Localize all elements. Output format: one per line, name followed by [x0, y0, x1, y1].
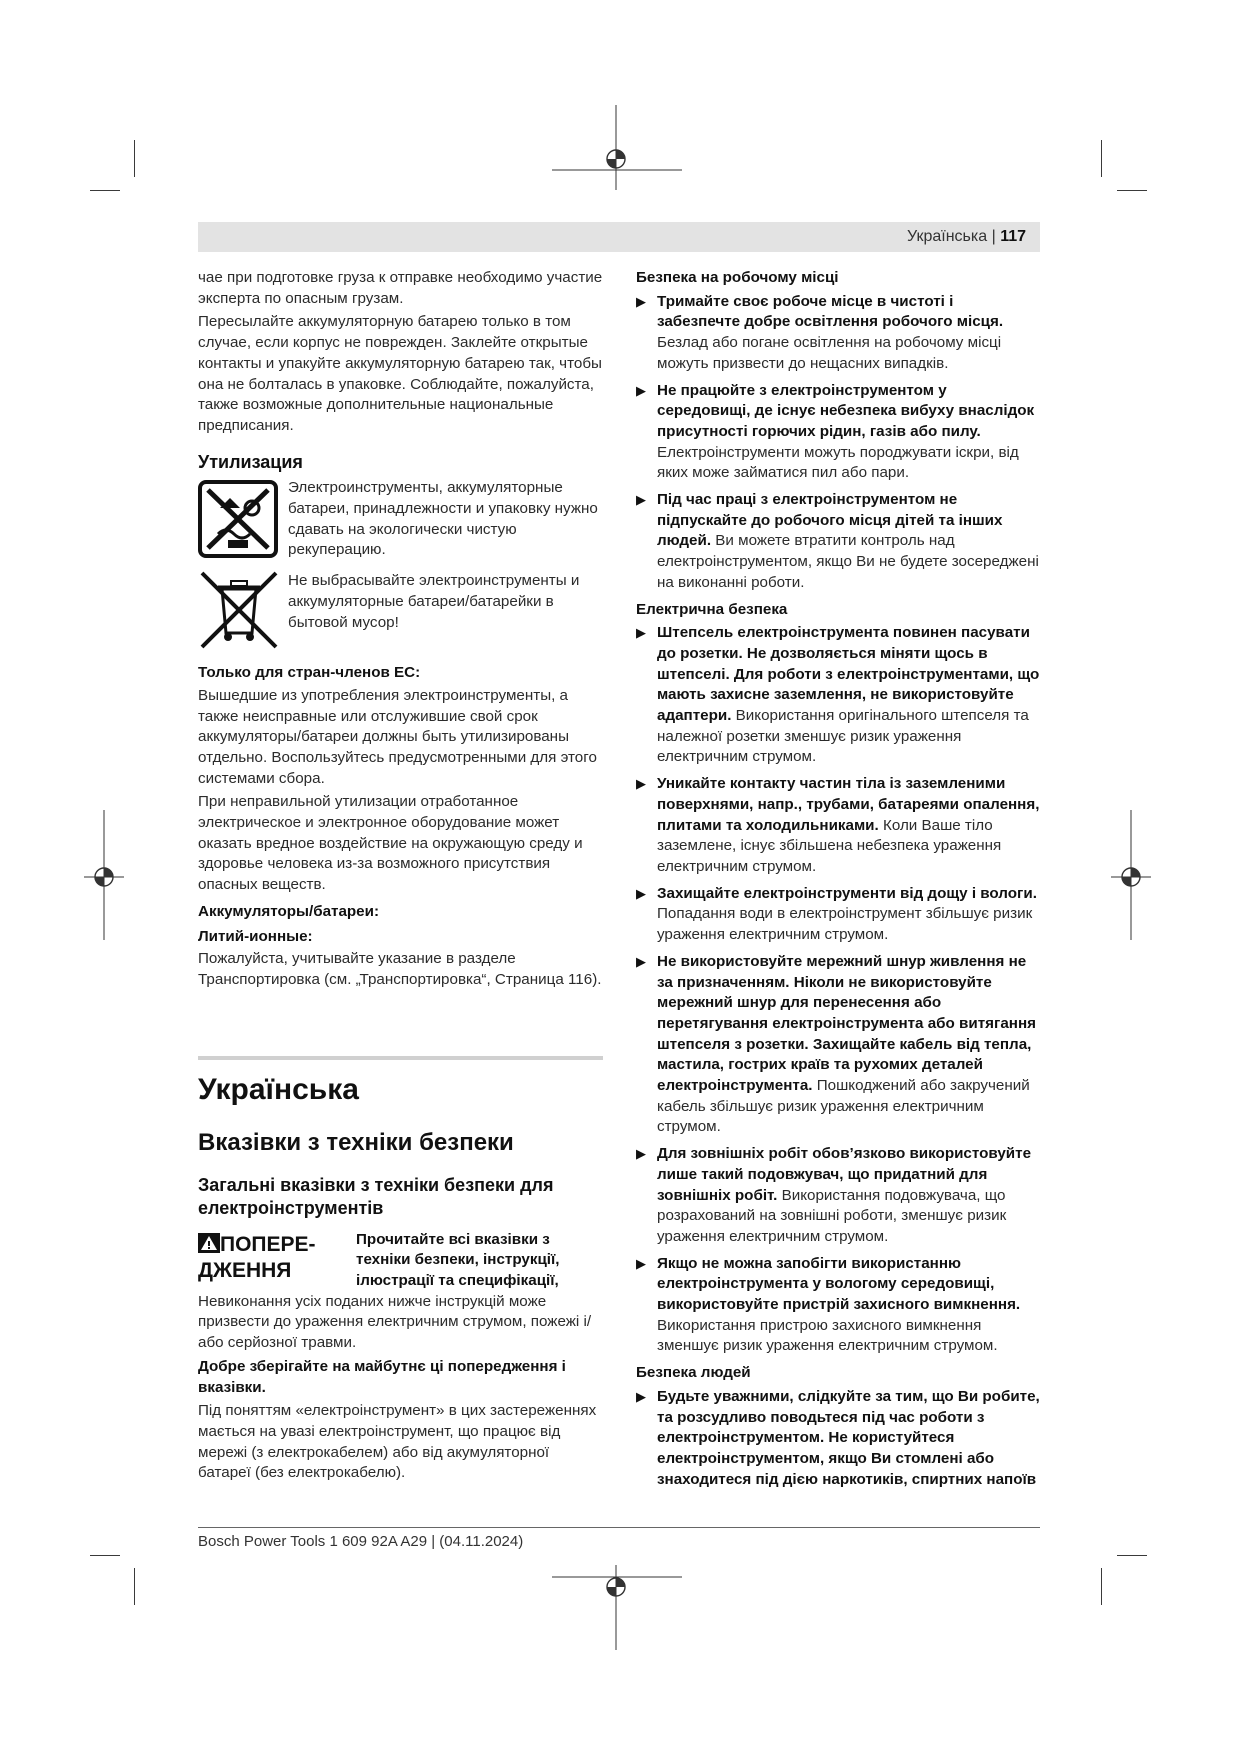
warning-bold: Прочитайте всі вказівки з техніки безпеки, інструкції, ілюстрації та специфікації, [356, 1230, 560, 1290]
item-bold: Якщо не можна запобігти використанню електроінструмента у вологому середовищі, використовуйте пристрій захисного вимкнення. [657, 1254, 1021, 1314]
header-text [907, 228, 1026, 246]
paragraph [198, 1292, 603, 1354]
list-item [636, 1387, 1040, 1491]
heading-disposal: Утилизация [198, 451, 303, 472]
item-bold: Не використовуйте мережний шнур живлення не за призначенням. Ніколи не використовуйте мережний шнур для перенесення або перетягування електроінструмента або витягання штепселя з розетки. Захищайте кабель від тепла, мастила, гострих країв та рухомих деталей електроінструмента. [657, 952, 1036, 1095]
crossed-bin-icon [198, 567, 280, 649]
work-list [636, 292, 1040, 594]
crop-mark [90, 1555, 120, 1556]
bullet-arrow-icon: ▶ [636, 1388, 646, 1404]
header-language: Українська [907, 228, 988, 245]
list-item [636, 774, 1040, 878]
warning-label [198, 1232, 356, 1292]
registration-mark-icon [1111, 810, 1151, 940]
list-item [636, 292, 1040, 375]
list-item [636, 1254, 1040, 1358]
bullet-arrow-icon: ▶ [636, 776, 646, 792]
bullet-arrow-icon: ▶ [636, 293, 646, 309]
section-title: Українська [198, 1072, 359, 1106]
item-bold: Для зовнішніх робіт обов’язково використовуйте лише такий подовжувач, що придатний для зовнішніх робіт. [657, 1145, 1032, 1204]
item-text: Пошкоджений або закручений кабель збільшує ризик ураження електричним струмом. [657, 1077, 1030, 1136]
item-text: Електроінструменти можуть породжувати іскри, від яких може займатися пил або пари. [657, 443, 1019, 482]
paragraph: При неправильной утилизации отработанное электрическое и электронное оборудование может оказать вредное воздействие на окружающую среду и здоровье человека из-за возможного присутствия опасных веществ. [198, 793, 583, 894]
item-text: Використання пристрою захисного вимкнення зменшує ризик ураження електричним струмом. [657, 1316, 998, 1355]
page-footer: Bosch Power Tools 1 609 92A A29 | (04.11.2024) [198, 1533, 524, 1550]
paragraph: Пересылайте аккумуляторную батарею только в том случае, если корпус не поврежден. Заклейте открытые контакты и упакуйте аккумуляторную батарею так, чтобы она не болталась в упаковке. Соблюдайте, пожалуйста, также возможные дополнительные национальные предписания. [198, 313, 602, 434]
bullet-arrow-icon: ▶ [636, 625, 646, 641]
list-item [636, 884, 1040, 946]
item-text: Коли Ваше тіло заземлене, існує збільшена небезпека ураження електричним струмом. [657, 816, 1002, 875]
right-column [636, 268, 1040, 1496]
item-text: Безлад або погане освітлення на робочому місці можуть призвести до нещасних випадків. [657, 334, 1002, 372]
warning-triangle-icon [198, 1233, 220, 1253]
heading-eu: Только для стран-членов ЕС: [198, 664, 421, 682]
section-divider [198, 1056, 603, 1060]
registration-mark-icon [84, 810, 124, 940]
keep-instructions: Добре зберігайте на майбутнє ці попередження і вказівки. [198, 1357, 566, 1396]
item-text: Ви можете втратити контроль над електроінструментом, якщо Ви не будете зосереджені на виконанні роботи. [657, 532, 1039, 591]
heading-electrical: Електрична безпека [636, 600, 788, 618]
disposal-text: Не выбрасывайте электроинструменты и аккумуляторные батареи/батарейки в бытовой мусор! [288, 572, 580, 631]
paragraph: Вышедшие из употребления электроинструменты, а также неисправные или отслужившие свой срок аккумуляторы/батареи должны быть утилизированы отдельно. Воспользуйтесь предусмотренными для этого системами сбора. [198, 686, 597, 787]
page-header [198, 222, 1040, 252]
bullet-arrow-icon: ▶ [636, 492, 646, 508]
item-bold: Тримайте своє робоче місце в чистоті і забезпечте добре освітлення робочого місця. [657, 292, 1004, 331]
registration-mark-icon [552, 1565, 682, 1650]
heading-work-area: Безпека на робочому місці [636, 269, 839, 286]
item-text: Використання оригінального штепселя та належної розетки зменшує ризик ураження електричним струмом. [657, 707, 1029, 766]
list-item [636, 952, 1040, 1138]
header-separator: | [987, 228, 1001, 245]
disposal-text: Электроинструменты, аккумуляторные батареи, принадлежности и упаковку нужно сдавать на экологически чистую рекуперацию. [288, 479, 598, 559]
item-bold: Уникайте контакту частин тіла із заземленими поверхнями, напр., трубами, батареями опалення, плитами та холодильниками. [657, 775, 1040, 834]
warning-label-text: ПОПЕРЕ-ДЖЕННЯ [198, 1232, 316, 1282]
disposal-row [198, 478, 603, 561]
bullet-arrow-icon: ▶ [636, 1255, 646, 1271]
page-number: 117 [1000, 228, 1026, 245]
safety-title: Вказівки з техніки безпеки [198, 1128, 514, 1156]
item-bold: Не працюйте з електроінструментом у середовищі, де існує небезпека вибуху внаслідок присутності горючих рідин, газів або пилу. [657, 381, 1035, 440]
item-bold: Захищайте електроінструменти від дощу і вологи. [657, 884, 1037, 902]
footer-divider [198, 1527, 1040, 1528]
electrical-list [636, 623, 1040, 1357]
disposal-row [198, 567, 603, 649]
personal-list [636, 1387, 1040, 1491]
heading-personal: Безпека людей [636, 1364, 751, 1382]
paragraph: Пожалуйста, учитывайте указание в разделе Транспортировка (см. „Транспортировка“, Страница 116). [198, 950, 602, 988]
crop-mark [1101, 1568, 1102, 1605]
item-bold: Будьте уважними, слідкуйте за тим, що Ви робите, та розсудливо поводьтеся під час роботи з електроінструментом. Не користуйтеся електроінструментом, якщо Ви стомлені або знаходитеся під дією наркотиків, спиртних напоїв [657, 1387, 1040, 1488]
list-item [636, 490, 1040, 594]
bullet-arrow-icon: ▶ [636, 382, 646, 398]
warning-text: Невиконання усіх поданих нижче інструкцій може призвести до ураження електричним струмом, пожежі і/або серйозної травми. [198, 1292, 592, 1352]
crop-mark [1117, 1555, 1147, 1556]
crop-mark [90, 190, 120, 191]
general-safety-title: Загальні вказівки з техніки безпеки для електроінструментів [198, 1174, 554, 1218]
crop-mark [134, 140, 135, 177]
warning-block [198, 1232, 603, 1292]
heading-batteries: Аккумуляторы/батареи: [198, 902, 380, 920]
bullet-arrow-icon: ▶ [636, 953, 646, 969]
item-text: Попадання води в електроінструмент збільшує ризик ураження електричним струмом. [657, 905, 1033, 944]
recycle-packaging-icon [198, 478, 280, 560]
item-bold: Штепсель електроінструмента повинен пасувати до розетки. Не дозволяється міняти щось в штепселі. Для роботи з електроінструментами, що мають захисне заземлення, не використовуйте адаптери. [657, 624, 1040, 725]
item-text: Використання подовжувача, що розрахований на зовнішні роботи, зменшує ризик ураження електричним струмом. [657, 1186, 1007, 1245]
list-item [636, 381, 1040, 485]
left-column [198, 268, 603, 1487]
bullet-arrow-icon: ▶ [636, 885, 646, 901]
list-item [636, 1144, 1040, 1248]
crop-mark [1101, 140, 1102, 177]
paragraph: чае при подготовке груза к отправке необходимо участие эксперта по опасным грузам. [198, 269, 603, 307]
list-item [636, 623, 1040, 768]
bullet-arrow-icon: ▶ [636, 1146, 646, 1162]
crop-mark [134, 1568, 135, 1605]
crop-mark [1117, 190, 1147, 191]
registration-mark-icon [552, 105, 682, 190]
paragraph: Під поняттям «електроінструмент» в цих застереженнях мається на увазі електроінструмент, що працює від мережі (з електрокабелем) або від акумуляторної батареї (без електрокабелю). [198, 1402, 597, 1482]
item-bold: Під час праці з електроінструментом не підпускайте до робочого місця дітей та інших людей. [657, 491, 1003, 550]
heading-li-ion: Литий-ионные: [198, 927, 313, 945]
